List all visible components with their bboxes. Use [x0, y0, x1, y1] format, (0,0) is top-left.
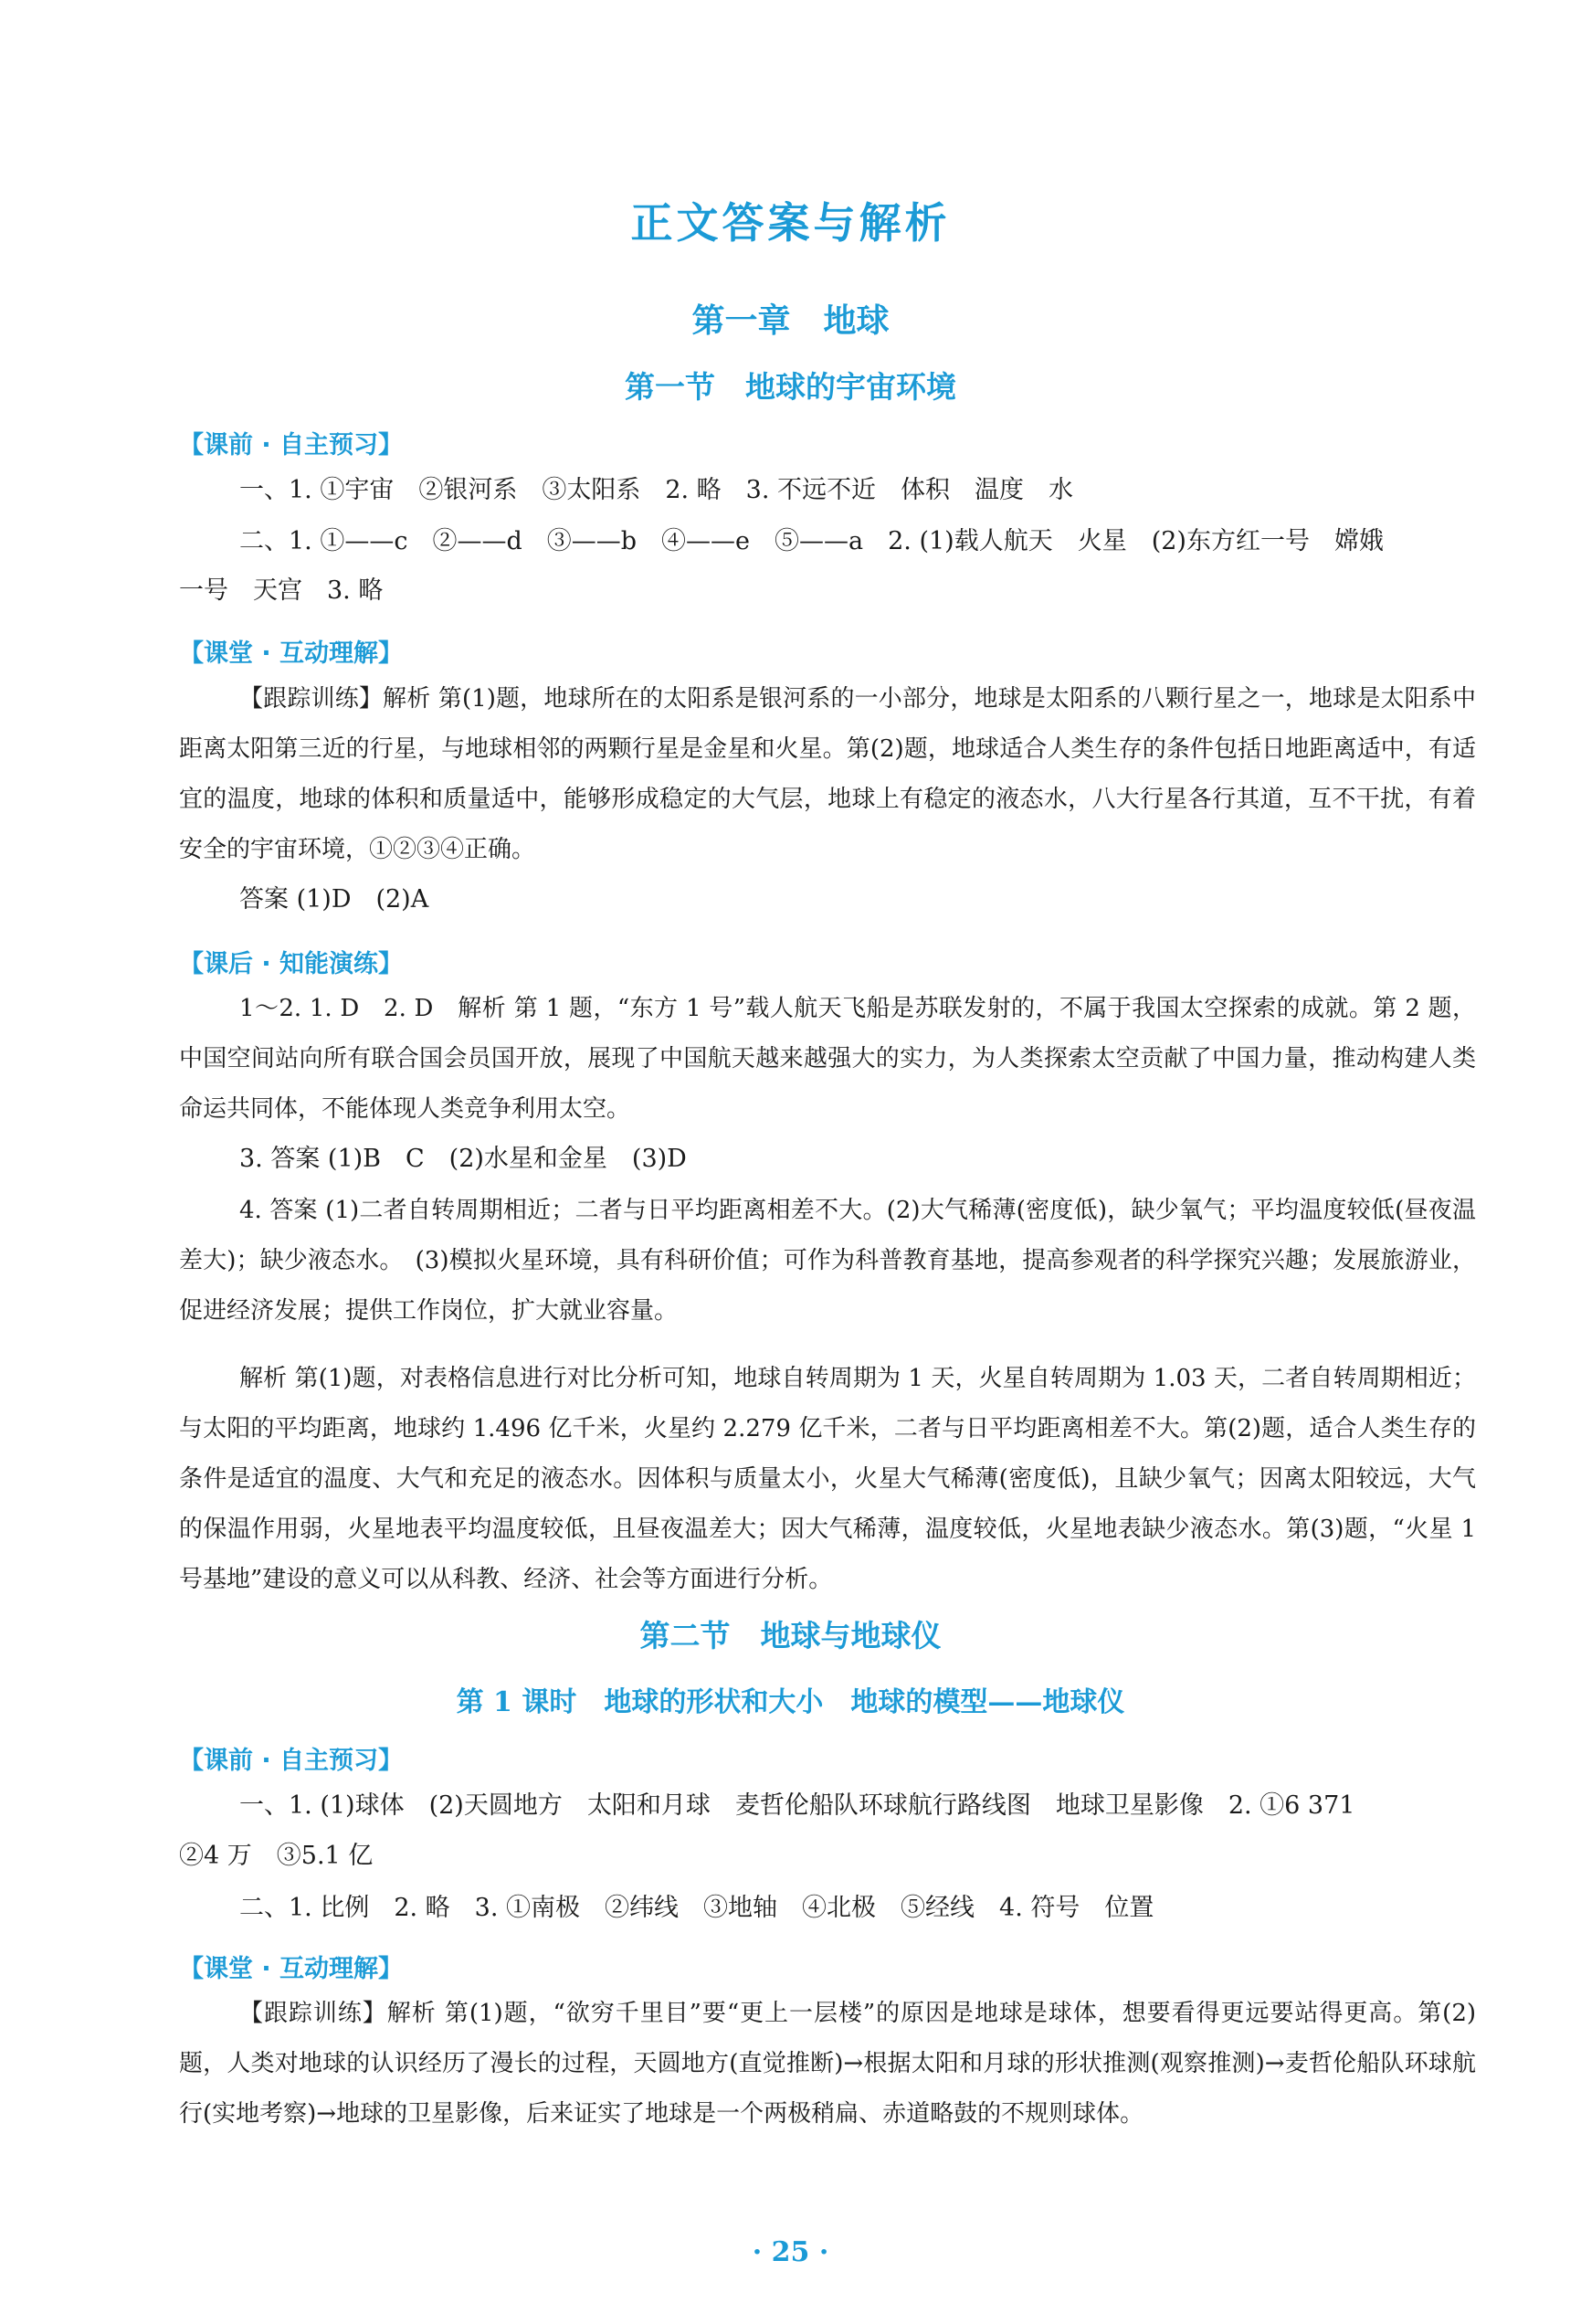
- section-1-class-answer: 答案 (1)D (2)A: [239, 885, 429, 914]
- section-2-class-label: 【课堂 · 互动理解】: [179, 1955, 404, 1983]
- section-1-pre-line-1: 一、1. ①宇宙 ②银河系 ③太阳系 2. 略 3. 不远不近 体积 温度 水: [239, 476, 1074, 504]
- section-1-post-analysis-1-2: 1～2. 1. D 2. D 解析 第 1 题，“东方 1 号”载人航天飞船是苏联发射的，不属于我国太空探索的成就。第 2 题，中国空间站向所有联合国会员国开放，展现了中国航天越来越强大的实力，为人类探索太空贡献了中国力量，推动构建人类命运共同体，不能体现人类竞争利用太空。: [179, 995, 1476, 1123]
- section-1-post-answer-4: 4. 答案 (1)二者自转周期相近；二者与日平均距离相差不大。(2)大气稀薄(密度低)，缺少氧气；平均温度较低(昼夜温差大)；缺少液态水。 (3)模拟火星环境，具有科研价值；可作为科普教育基地，提高参观者的科学探究兴趣；发展旅游业，促进经济发展；提供工作岗位，扩大就业容量。: [179, 1197, 1476, 1325]
- section-2-pre-line-2: ②4 万 ③5.1 亿: [179, 1842, 374, 1870]
- section-2-pre-study-label: 【课前 · 自主预习】: [179, 1747, 404, 1775]
- section-1-class-label: 【课堂 · 互动理解】: [179, 639, 404, 668]
- section-2-pre-line-1: 一、1. (1)球体 (2)天圆地方 太阳和月球 麦哲伦船队环球航行路线图 地球卫星影像 2. ①6 371: [239, 1791, 1355, 1820]
- section-2-class-analysis: 【跟踪训练】解析 第(1)题，“欲穷千里目”要“更上一层楼”的原因是地球是球体，想要看得更远要站得更高。第(2)题，人类对地球的认识经历了漫长的过程，天圆地方(直觉推断)→根据太阳和月球的形状推测(观察推测)→麦哲伦船队环球航行(实地考察)→地球的卫星影像，后来证实了地球是一个两极稍扁、赤道略鼓的不规则球体。: [179, 2000, 1476, 2128]
- chapter-heading: 第一章 地球: [691, 301, 890, 340]
- page-number: · 25 ·: [752, 2236, 829, 2268]
- page-title: 正文答案与解析: [630, 198, 951, 248]
- section-2-pre-line-3: 二、1. 比例 2. 略 3. ①南极 ②纬线 ③地轴 ④北极 ⑤经线 4. 符号 位置: [239, 1894, 1154, 1922]
- section-1-post-label: 【课后 · 知能演练】: [179, 950, 404, 978]
- section-1-pre-line-3: 一号 天宫 3. 略: [179, 576, 384, 605]
- section-1-heading: 第一节 地球的宇宙环境: [625, 369, 956, 405]
- section-2-heading: 第二节 地球与地球仪: [639, 1618, 942, 1653]
- section-1-post-analysis-4: 解析 第(1)题，对表格信息进行对比分析可知，地球自转周期为 1 天，火星自转周期为 1.03 天，二者自转周期相近；与太阳的平均距离，地球约 1.496 亿千米，火星约 2.279 亿千米，二者与日平均距离相差不大。第(2)题，适合人类生存的条件是适宜的温度、大气和充足的液态水。因体积与质量太小，火星大气稀薄(密度低)，且缺少氧气；因离太阳较远，大气的保温作用弱，火星地表平均温度较低，且昼夜温差大；因大气稀薄，温度较低，火星地表缺少液态水。第(3)题，“火星 1 号基地”建设的意义可以从科教、经济、社会等方面进行分析。: [179, 1365, 1476, 1593]
- section-1-pre-line-2: 二、1. ①——c ②——d ③——b ④——e ⑤——a 2. (1)载人航天 火星 (2)东方红一号 嫦娥: [239, 527, 1384, 555]
- section-1-pre-study-label: 【课前 · 自主预习】: [179, 431, 404, 460]
- section-1-class-analysis: 【跟踪训练】解析 第(1)题，地球所在的太阳系是银河系的一小部分，地球是太阳系的八颗行星之一，地球是太阳系中距离太阳第三近的行星，与地球相邻的两颗行星是金星和火星。第(2)题，地球适合人类生存的条件包括日地距离适中，有适宜的温度，地球的体积和质量适中，能够形成稳定的大气层，地球上有稳定的液态水，八大行星各行其道，互不干扰，有着安全的宇宙环境，①②③④正确。: [179, 685, 1476, 863]
- lesson-1-heading: 第 1 课时 地球的形状和大小 地球的模型——地球仪: [456, 1686, 1125, 1718]
- section-1-post-answer-3: 3. 答案 (1)B C (2)水星和金星 (3)D: [239, 1145, 687, 1173]
